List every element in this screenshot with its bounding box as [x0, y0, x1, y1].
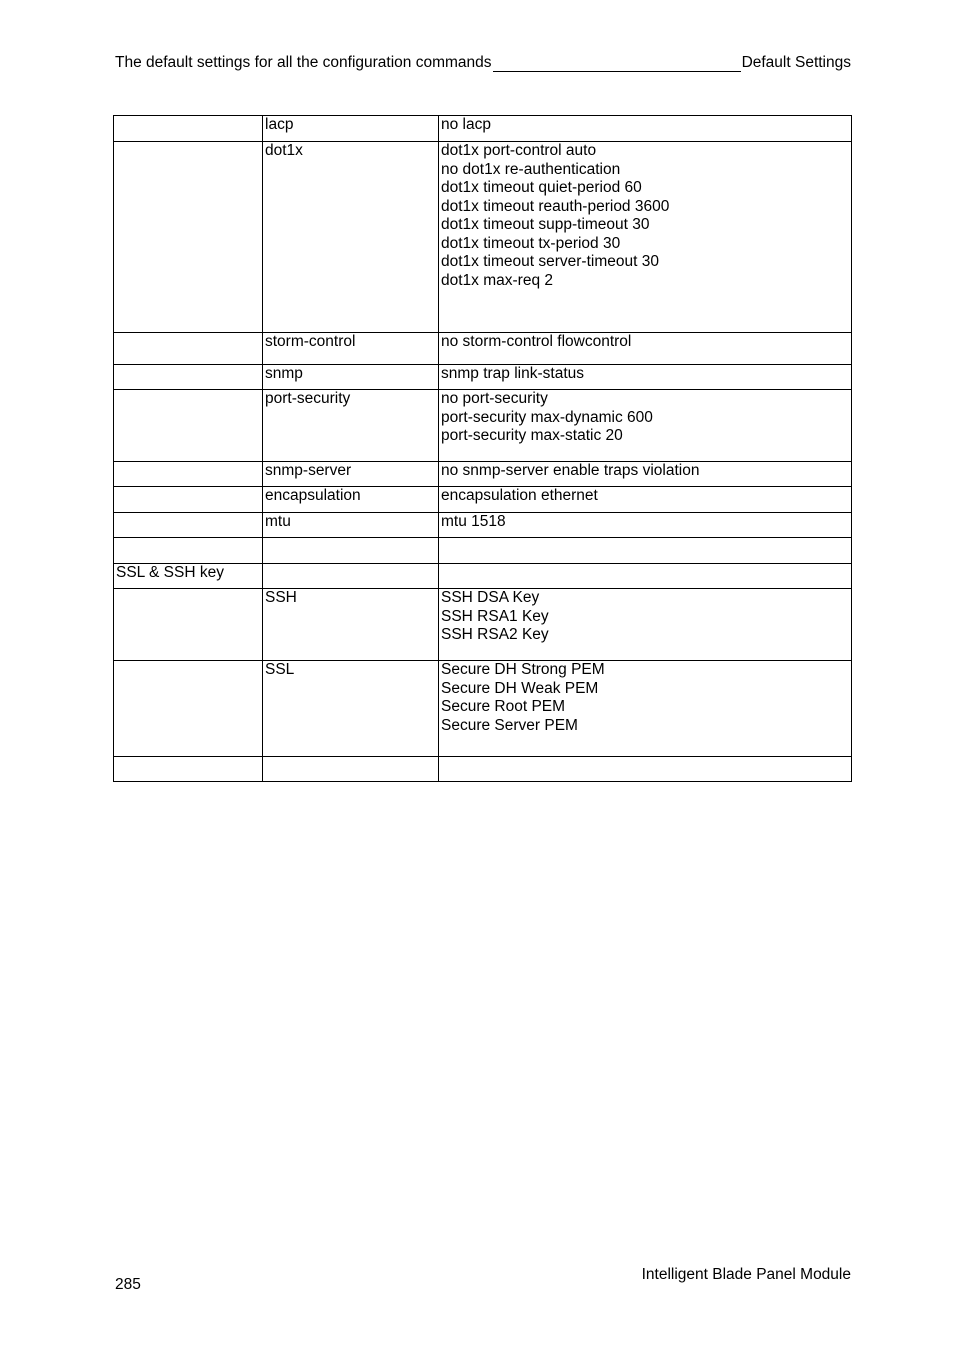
default-value-line: Secure Root PEM — [441, 698, 566, 715]
default-value-line: no dot1x re-authentication — [441, 160, 621, 178]
table-row — [114, 513, 852, 538]
table-row — [114, 142, 852, 333]
default-value-line: no lacp — [441, 116, 491, 133]
command-cell: snmp — [263, 365, 439, 390]
section-cell — [114, 661, 263, 757]
default-value-line: no snmp-server enable traps violation — [441, 462, 700, 479]
table-row — [114, 333, 852, 365]
command-cell: encapsulation — [263, 487, 439, 513]
default-value-cell — [439, 661, 852, 757]
default-value-cell — [439, 116, 852, 142]
section-cell — [114, 333, 263, 365]
default-value-line: dot1x port-control auto — [441, 142, 597, 159]
section-cell — [114, 487, 263, 513]
table-row — [114, 462, 852, 487]
default-value-cell — [439, 538, 852, 564]
command-cell: SSL — [263, 661, 439, 757]
default-value-line: SSH RSA2 Key — [441, 626, 549, 643]
table-row — [114, 365, 852, 390]
default-value-line: port-security max-static 20 — [441, 427, 623, 444]
default-value-cell — [439, 589, 852, 661]
table-row — [114, 661, 852, 757]
section-cell — [114, 142, 263, 333]
command-cell — [263, 538, 439, 564]
default-value-line: dot1x timeout quiet-period 60 — [441, 179, 642, 196]
command-cell: mtu — [263, 513, 439, 538]
default-value-line: Secure DH Strong PEM — [441, 661, 605, 678]
default-value-line: encapsulation ethernet — [441, 487, 598, 504]
table-row — [114, 116, 852, 142]
table-row — [114, 538, 852, 564]
command-cell: port-security — [263, 390, 439, 462]
table-row — [114, 564, 852, 589]
section-cell — [114, 462, 263, 487]
table-row — [114, 487, 852, 513]
command-cell: snmp-server — [263, 462, 439, 487]
default-value-cell — [439, 487, 852, 513]
footer-title: Intelligent Blade Panel Module — [641, 1266, 851, 1283]
default-value-line: dot1x timeout supp-timeout 30 — [441, 216, 650, 233]
default-value-line: dot1x timeout reauth-period 3600 — [441, 197, 670, 215]
header-right-text: Default Settings — [741, 54, 851, 71]
header-rule — [493, 54, 741, 72]
default-settings-table — [113, 115, 852, 782]
command-cell: dot1x — [263, 142, 439, 333]
section-cell: SSL & SSH key — [114, 564, 263, 589]
default-value-line: Secure Server PEM — [441, 716, 578, 734]
table-row — [114, 390, 852, 462]
command-cell — [263, 564, 439, 589]
default-value-cell — [439, 462, 852, 487]
default-value-cell — [439, 390, 852, 462]
default-value-line: no port-security — [441, 390, 548, 407]
default-value-cell — [439, 333, 852, 365]
section-cell — [114, 390, 263, 462]
default-value-cell — [439, 564, 852, 589]
default-value-line: dot1x timeout tx-period 30 — [441, 234, 621, 252]
default-value-cell — [439, 513, 852, 538]
default-value-line: snmp trap link-status — [441, 365, 584, 382]
default-value-line: SSH DSA Key — [441, 589, 540, 606]
default-value-line: port-security max-dynamic 600 — [441, 408, 653, 426]
default-value-line: dot1x timeout server-timeout 30 — [441, 253, 659, 270]
page-header — [115, 54, 851, 72]
table-row — [114, 589, 852, 661]
default-value-cell — [439, 757, 852, 782]
default-value-line: mtu 1518 — [441, 513, 506, 530]
table-row — [114, 757, 852, 782]
command-cell: SSH — [263, 589, 439, 661]
header-left-text: The default settings for all the configuration commands — [115, 54, 492, 71]
default-value-line: no storm-control flowcontrol — [441, 333, 632, 350]
section-cell — [114, 538, 263, 564]
default-value-cell — [439, 365, 852, 390]
default-value-line: SSH RSA1 Key — [441, 607, 549, 625]
command-cell: lacp — [263, 116, 439, 142]
default-value-line: dot1x max-req 2 — [441, 271, 553, 289]
section-cell — [114, 589, 263, 661]
section-cell — [114, 757, 263, 782]
command-cell — [263, 757, 439, 782]
default-value-cell — [439, 142, 852, 333]
page-number: 285 — [115, 1276, 141, 1293]
table-body — [114, 116, 852, 782]
command-cell: storm-control — [263, 333, 439, 365]
default-value-line: Secure DH Weak PEM — [441, 679, 599, 697]
section-cell — [114, 513, 263, 538]
section-cell — [114, 116, 263, 142]
section-cell — [114, 365, 263, 390]
